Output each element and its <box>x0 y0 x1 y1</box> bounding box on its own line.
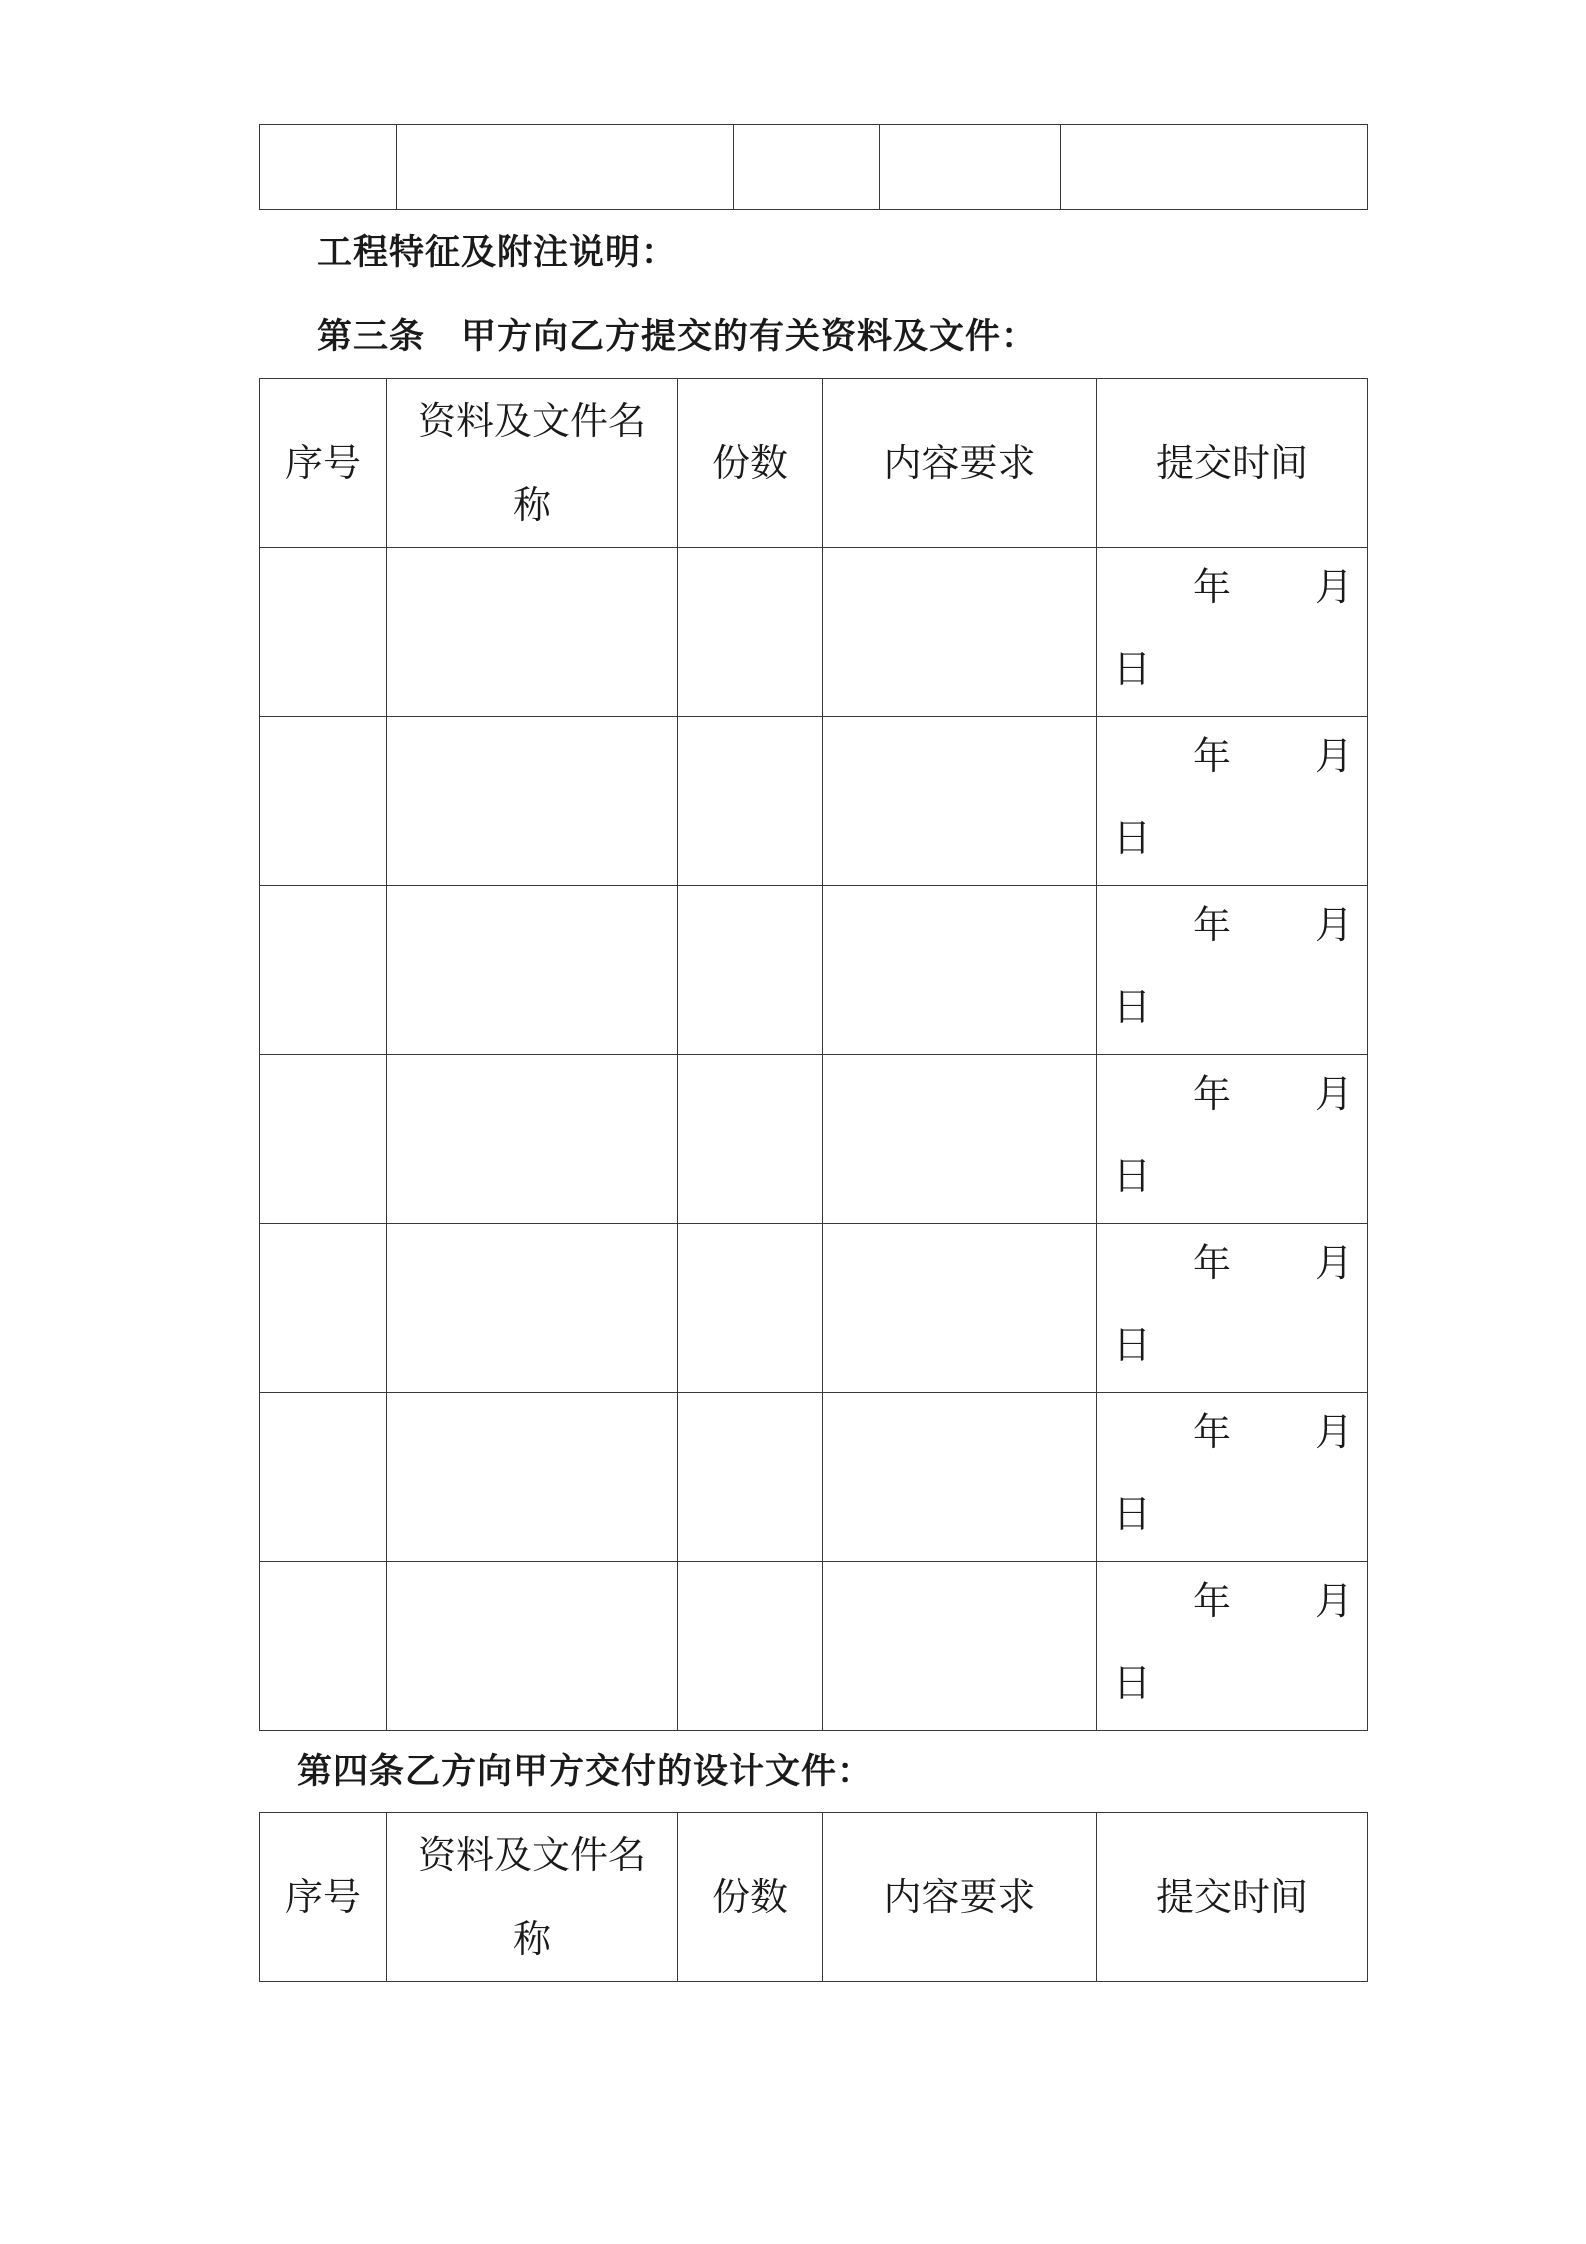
table-cell <box>823 717 1097 886</box>
table-cell <box>734 125 880 210</box>
col-header-submit-time: 提交时间 <box>1097 1813 1368 1982</box>
col-header-requirements: 内容要求 <box>823 379 1097 548</box>
table-cell <box>678 1393 823 1562</box>
date-month: 月 <box>1314 1072 1353 1116</box>
date-cell <box>1097 1055 1368 1224</box>
table-header-row <box>260 379 1368 548</box>
date-month: 月 <box>1314 1410 1353 1454</box>
col-header-copies: 份数 <box>678 379 823 548</box>
date-day: 日 <box>1113 1661 1152 1705</box>
col-header-document-name-line2: 称 <box>512 483 551 527</box>
date-day: 日 <box>1113 1323 1152 1367</box>
table-cell <box>387 1055 678 1224</box>
table-row <box>260 717 1368 886</box>
col-header-document-name <box>387 1813 678 1982</box>
date-cell <box>1097 548 1368 717</box>
table-cell <box>1061 125 1368 210</box>
date-day: 日 <box>1113 647 1152 691</box>
table-cell <box>823 1393 1097 1562</box>
table-cell <box>387 717 678 886</box>
date-year: 年 <box>1193 1579 1232 1623</box>
table-row <box>260 886 1368 1055</box>
table-cell <box>678 1055 823 1224</box>
table-cell <box>260 717 387 886</box>
table-cell <box>260 886 387 1055</box>
date-day: 日 <box>1113 1492 1152 1536</box>
table-cell <box>823 1224 1097 1393</box>
table-row <box>260 548 1368 717</box>
table-cell <box>260 1224 387 1393</box>
date-cell <box>1097 1393 1368 1562</box>
table-row <box>260 1562 1368 1731</box>
date-cell <box>1097 717 1368 886</box>
article3-table <box>259 378 1368 1731</box>
col-header-index: 序号 <box>260 379 387 548</box>
table-row <box>260 1393 1368 1562</box>
table-cell <box>678 717 823 886</box>
table-row <box>260 1224 1368 1393</box>
date-month: 月 <box>1314 734 1353 778</box>
date-cell <box>1097 1562 1368 1731</box>
table-cell <box>678 548 823 717</box>
date-month: 月 <box>1314 903 1353 947</box>
date-year: 年 <box>1193 903 1232 947</box>
date-day: 日 <box>1113 985 1152 1029</box>
table-row <box>260 125 1368 210</box>
table-cell <box>260 1055 387 1224</box>
table-cell <box>678 1224 823 1393</box>
table-cell <box>260 125 397 210</box>
top-table <box>259 124 1368 210</box>
col-header-submit-time: 提交时间 <box>1097 379 1368 548</box>
date-month: 月 <box>1314 1241 1353 1285</box>
table-cell <box>387 886 678 1055</box>
col-header-document-name-line1: 资料及文件名 <box>417 399 646 443</box>
features-note-label: 工程特征及附注说明： <box>317 233 678 273</box>
article3-heading: 第三条 甲方向乙方提交的有关资料及文件： <box>317 317 1038 357</box>
date-month: 月 <box>1314 565 1353 609</box>
date-year: 年 <box>1193 734 1232 778</box>
date-year: 年 <box>1193 565 1232 609</box>
date-year: 年 <box>1193 1241 1232 1285</box>
table-cell <box>678 886 823 1055</box>
table-cell <box>387 1224 678 1393</box>
table-cell <box>823 1055 1097 1224</box>
article4-table <box>259 1812 1368 1982</box>
col-header-document-name-line1: 资料及文件名 <box>417 1833 646 1877</box>
date-day: 日 <box>1113 816 1152 860</box>
date-cell <box>1097 886 1368 1055</box>
table-cell <box>823 886 1097 1055</box>
table-header-row <box>260 1813 1368 1982</box>
date-cell <box>1097 1224 1368 1393</box>
date-year: 年 <box>1193 1410 1232 1454</box>
table-cell <box>387 1562 678 1731</box>
table-cell <box>260 1562 387 1731</box>
col-header-document-name <box>387 379 678 548</box>
table-cell <box>823 1562 1097 1731</box>
table-cell <box>387 548 678 717</box>
table-row <box>260 1055 1368 1224</box>
col-header-requirements: 内容要求 <box>823 1813 1097 1982</box>
table-cell <box>880 125 1061 210</box>
table-cell <box>678 1562 823 1731</box>
table-cell <box>260 548 387 717</box>
table-cell <box>387 1393 678 1562</box>
date-day: 日 <box>1113 1154 1152 1198</box>
table-cell <box>397 125 734 210</box>
date-year: 年 <box>1193 1072 1232 1116</box>
col-header-copies: 份数 <box>678 1813 823 1982</box>
col-header-document-name-line2: 称 <box>512 1917 551 1961</box>
col-header-index: 序号 <box>260 1813 387 1982</box>
date-month: 月 <box>1314 1579 1353 1623</box>
table-cell <box>823 548 1097 717</box>
article4-heading: 第四条乙方向甲方交付的设计文件： <box>297 1752 874 1792</box>
table-cell <box>260 1393 387 1562</box>
